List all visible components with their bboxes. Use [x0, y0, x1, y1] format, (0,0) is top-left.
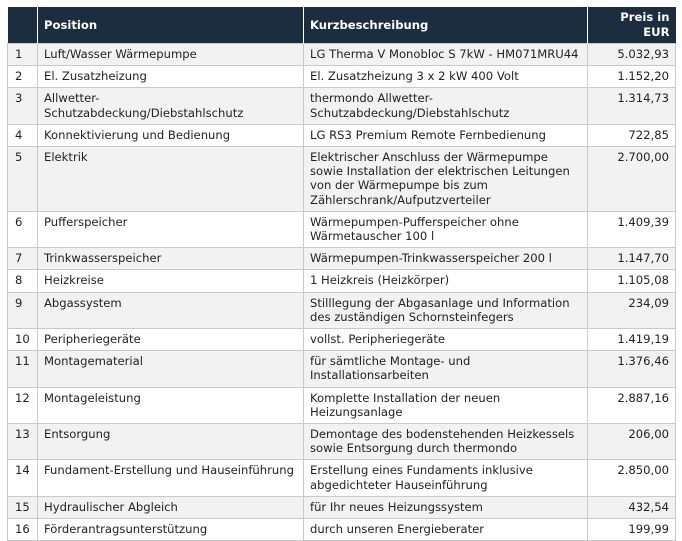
cell-number: 12 — [8, 387, 38, 423]
cell-position: Trinkwasserspeicher — [38, 248, 304, 270]
table-row — [8, 66, 676, 88]
cell-number: 4 — [8, 124, 38, 146]
price-table — [7, 7, 676, 541]
cell-position: Elektrik — [38, 147, 304, 212]
cell-position: Luft/Wasser Wärmepumpe — [38, 44, 304, 66]
header-price: Preis in EUR — [588, 7, 676, 44]
cell-description: Demontage des bodenstehenden Heizkessels sowie Entsorgung durch thermondo — [304, 424, 588, 460]
cell-position: Fundament-Erstellung und Hauseinführung — [38, 460, 304, 496]
cell-description: LG RS3 Premium Remote Fernbedienung — [304, 124, 588, 146]
cell-description: vollst. Peripheriegeräte — [304, 329, 588, 351]
header-number — [8, 7, 38, 44]
cell-description: Wärmepumpen-Trinkwasserspeicher 200 l — [304, 248, 588, 270]
cell-position: Heizkreise — [38, 270, 304, 292]
cell-price: 206,00 — [588, 424, 676, 460]
table-row — [8, 519, 676, 541]
cell-description: durch unseren Energieberater — [304, 519, 588, 541]
cell-number: 9 — [8, 292, 38, 328]
cell-description: Komplette Installation der neuen Heizungsanlage — [304, 387, 588, 423]
table-row — [8, 44, 676, 66]
table-header-row — [8, 7, 676, 44]
table-row — [8, 248, 676, 270]
cell-description: für Ihr neues Heizungssystem — [304, 496, 588, 518]
cell-price: 234,09 — [588, 292, 676, 328]
cell-description: LG Therma V Monobloc S 7kW - HM071MRU44 — [304, 44, 588, 66]
table-row — [8, 424, 676, 460]
cell-position: Hydraulischer Abgleich — [38, 496, 304, 518]
cell-description: Wärmepumpen-Pufferspeicher ohne Wärmetauscher 100 l — [304, 211, 588, 247]
cell-number: 1 — [8, 44, 38, 66]
cell-price: 5.032,93 — [588, 44, 676, 66]
table-row — [8, 351, 676, 387]
cell-price: 2.700,00 — [588, 147, 676, 212]
cell-number: 3 — [8, 88, 38, 124]
cell-price: 2.850,00 — [588, 460, 676, 496]
cell-price: 1.152,20 — [588, 66, 676, 88]
cell-price: 1.376,46 — [588, 351, 676, 387]
cell-number: 7 — [8, 248, 38, 270]
cell-number: 10 — [8, 329, 38, 351]
table-row — [8, 147, 676, 212]
cell-number: 5 — [8, 147, 38, 212]
cell-description: 1 Heizkreis (Heizkörper) — [304, 270, 588, 292]
cell-number: 8 — [8, 270, 38, 292]
cell-price: 722,85 — [588, 124, 676, 146]
cell-number: 16 — [8, 519, 38, 541]
cell-number: 6 — [8, 211, 38, 247]
table-row — [8, 460, 676, 496]
cell-description: für sämtliche Montage- und Installationsarbeiten — [304, 351, 588, 387]
header-position: Position — [38, 7, 304, 44]
cell-position: Konnektivierung und Bedienung — [38, 124, 304, 146]
cell-price: 2.887,16 — [588, 387, 676, 423]
cell-position: Montageleistung — [38, 387, 304, 423]
cell-price: 1.105,08 — [588, 270, 676, 292]
cell-price: 432,54 — [588, 496, 676, 518]
table-row — [8, 496, 676, 518]
cell-position: Entsorgung — [38, 424, 304, 460]
table-row — [8, 211, 676, 247]
cell-position: Abgassystem — [38, 292, 304, 328]
cell-position: El. Zusatzheizung — [38, 66, 304, 88]
table-row — [8, 124, 676, 146]
cell-position: Pufferspeicher — [38, 211, 304, 247]
cell-description: Erstellung eines Fundaments inklusive abgedichteter Hauseinführung — [304, 460, 588, 496]
table-row — [8, 329, 676, 351]
cell-number: 11 — [8, 351, 38, 387]
cell-description: El. Zusatzheizung 3 x 2 kW 400 Volt — [304, 66, 588, 88]
cell-description: thermondo Allwetter-Schutzabdeckung/Diebstahlschutz — [304, 88, 588, 124]
cell-description: Elektrischer Anschluss der Wärmepumpe sowie Installation der elektrischen Leitungen von der Wärmepumpe bis zum Zählerschrank/Aufputzverteiler — [304, 147, 588, 212]
table-row — [8, 270, 676, 292]
cell-price: 1.419,19 — [588, 329, 676, 351]
cell-price: 1.409,39 — [588, 211, 676, 247]
cell-number: 2 — [8, 66, 38, 88]
cell-price: 1.314,73 — [588, 88, 676, 124]
cell-description: Stilllegung der Abgasanlage und Information des zuständigen Schornsteinfegers — [304, 292, 588, 328]
cell-position: Förderantragsunterstützung — [38, 519, 304, 541]
table-row — [8, 292, 676, 328]
cell-position: Allwetter-Schutzabdeckung/Diebstahlschutz — [38, 88, 304, 124]
cell-price: 1.147,70 — [588, 248, 676, 270]
table-body — [8, 44, 676, 541]
table-row — [8, 387, 676, 423]
cell-price: 199,99 — [588, 519, 676, 541]
cell-number: 15 — [8, 496, 38, 518]
table-row — [8, 88, 676, 124]
cell-number: 14 — [8, 460, 38, 496]
cell-position: Peripheriegeräte — [38, 329, 304, 351]
cell-number: 13 — [8, 424, 38, 460]
header-description: Kurzbeschreibung — [304, 7, 588, 44]
cell-position: Montagematerial — [38, 351, 304, 387]
